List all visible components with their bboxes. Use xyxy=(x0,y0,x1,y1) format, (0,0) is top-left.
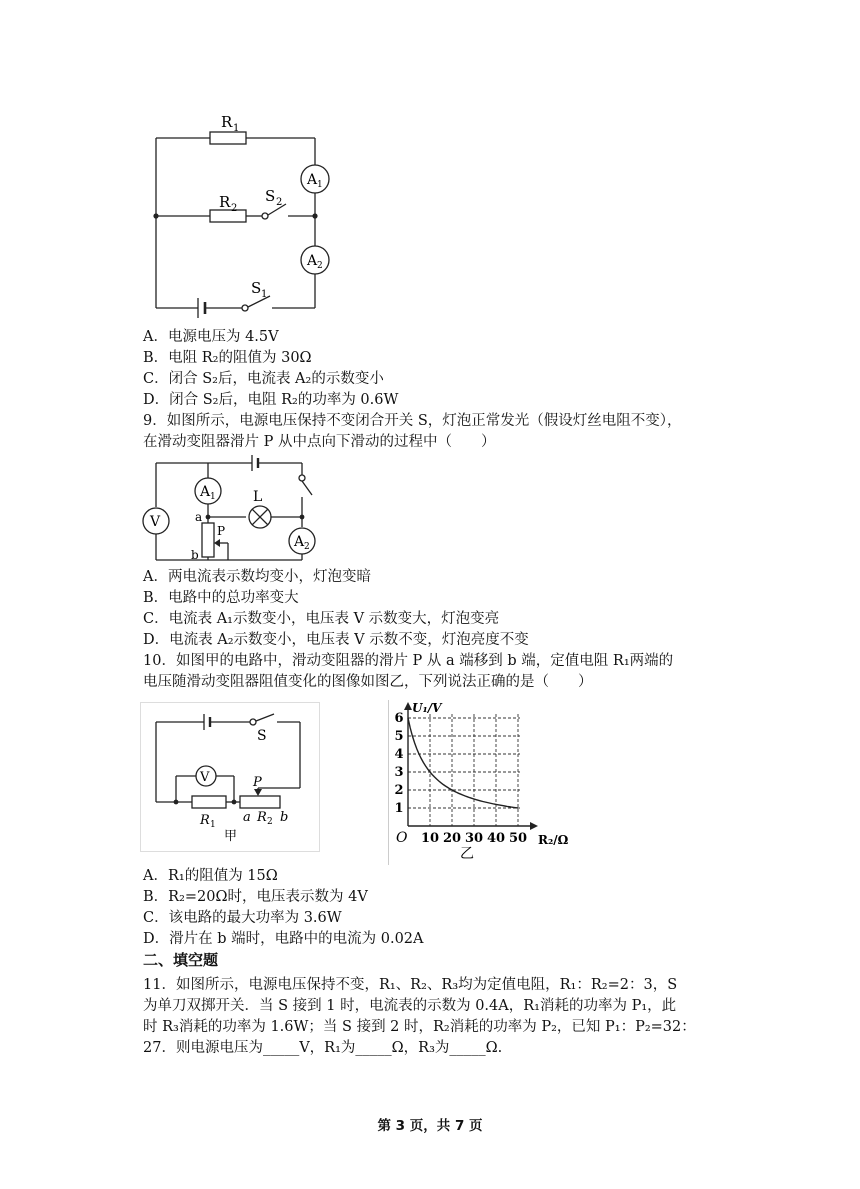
q10-curve xyxy=(408,718,518,808)
y-tick-label: 5 xyxy=(394,729,404,744)
section-heading: 二、填空题 xyxy=(143,951,219,969)
svg-text:1: 1 xyxy=(210,820,216,830)
q9-lamp-label: L xyxy=(253,489,263,505)
q10-voltmeter-v: V xyxy=(200,770,210,785)
svg-text:1: 1 xyxy=(261,289,268,300)
q10-caption-jia: 甲 xyxy=(224,829,238,844)
q10-label-a: a xyxy=(243,810,251,825)
y-tick-label: 6 xyxy=(394,711,404,726)
q10-label-r2: R xyxy=(257,810,267,825)
q10-circuit-figure-jia xyxy=(140,702,320,852)
x-tick-label: 40 xyxy=(486,831,506,846)
q8-circuit-figure xyxy=(150,108,340,318)
q9-stem-line-2: 在滑动变阻器滑片 P 从中点向下滑动的过程中（ ） xyxy=(143,434,496,450)
y-tick-label: 3 xyxy=(394,765,404,780)
q11-line-1: 11．如图所示，电源电压保持不变，R₁、R₂、R₃均为定值电阻，R₁：R₂=2：3，S xyxy=(143,977,678,993)
q8-option-c: C．闭合 S₂后，电流表 A₂的示数变小 xyxy=(143,371,384,387)
q10-graph-caption: 乙 xyxy=(460,846,474,862)
y-tick-label: 4 xyxy=(394,747,404,762)
q10-label-s: S xyxy=(257,728,267,744)
q9-label-p: P xyxy=(217,524,226,538)
y-tick-label: 2 xyxy=(394,783,404,798)
x-tick-label: 20 xyxy=(442,831,462,846)
svg-text:1: 1 xyxy=(210,492,216,502)
q10-stem-line-2: 电压随滑动变阻器阻值变化的图像如图乙，下列说法正确的是（ ） xyxy=(143,674,593,690)
x-tick-label: 50 xyxy=(508,831,528,846)
q9-option-a: A．两电流表示数均变小，灯泡变暗 xyxy=(143,569,371,585)
svg-text:2: 2 xyxy=(231,203,238,214)
q9-option-b: B．电路中的总功率变大 xyxy=(143,590,299,606)
q8-label-s2: S xyxy=(265,187,276,205)
svg-text:2: 2 xyxy=(276,197,283,208)
q10-option-c: C．该电路的最大功率为 3.6W xyxy=(143,910,342,926)
q8-option-d: D．闭合 S₂后，电阻 R₂的功率为 0.6W xyxy=(143,392,399,408)
q10-stem-line-1: 10．如图甲的电路中，滑动变阻器的滑片 P 从 a 端移到 b 端，定值电阻 R₁两端的 xyxy=(143,653,674,669)
q10-label-b: b xyxy=(280,810,289,825)
q10-graph-yi xyxy=(388,700,578,865)
svg-text:2: 2 xyxy=(304,542,310,552)
y-tick-label: 1 xyxy=(394,801,404,816)
x-tick-label: 30 xyxy=(464,831,484,846)
q8-ammeter-a1: A xyxy=(307,172,318,188)
page-footer: 第 3 页，共 7 页 xyxy=(377,1118,483,1134)
q9-label-a: a xyxy=(195,510,203,524)
q8-label-s1: S xyxy=(251,279,262,297)
q9-option-d: D．电流表 A₂示数变小，电压表 V 示数不变，灯泡亮度不变 xyxy=(143,632,529,648)
q9-voltmeter-v: V xyxy=(150,514,161,530)
q10-option-b: B．R₂=20Ω时，电压表示数为 4V xyxy=(143,889,368,905)
q10-label-p: P xyxy=(253,775,262,790)
svg-text:1: 1 xyxy=(233,123,240,134)
svg-text:2: 2 xyxy=(267,817,273,827)
q10-graph-xlabel: R₂/Ω xyxy=(538,833,569,847)
q10-label-r1: R xyxy=(200,813,210,828)
q9-label-b: b xyxy=(191,548,199,562)
q9-option-c: C．电流表 A₁示数变小，电压表 V 示数变大，灯泡变亮 xyxy=(143,611,500,627)
q11-line-2: 为单刀双掷开关．当 S 接到 1 时，电流表的示数为 0.4A，R₁消耗的功率为 P₁，此 xyxy=(143,998,677,1014)
q10-graph-origin: O xyxy=(396,830,408,846)
svg-text:1: 1 xyxy=(317,180,323,190)
q9-ammeter-a1: A xyxy=(200,484,211,500)
q8-option-b: B．电阻 R₂的阻值为 30Ω xyxy=(143,350,312,366)
q8-label-r1: R xyxy=(221,113,233,131)
svg-text:2: 2 xyxy=(317,261,323,271)
q10-graph-ylabel: U₁/V xyxy=(412,701,442,715)
q8-option-a: A．电源电压为 4.5V xyxy=(143,329,279,345)
q8-label-r2: R xyxy=(219,193,231,211)
q11-line-3: 时 R₃消耗的功率为 1.6W；当 S 接到 2 时，R₂消耗的功率为 P₂，已知 P₁：P₂=32： xyxy=(143,1019,696,1035)
q10-option-a: A．R₁的阻值为 15Ω xyxy=(143,868,278,884)
q9-ammeter-a2: A xyxy=(294,534,305,550)
x-tick-label: 10 xyxy=(420,831,440,846)
q10-option-d: D．滑片在 b 端时，电路中的电流为 0.02A xyxy=(143,931,424,947)
q9-circuit-figure xyxy=(140,455,330,567)
q9-stem-line-1: 9．如图所示，电源电压保持不变闭合开关 S，灯泡正常发光（假设灯丝电阻不变）， xyxy=(143,413,682,429)
q8-ammeter-a2: A xyxy=(307,253,318,269)
q11-line-4: 27．则电源电压为_____V，R₁为_____Ω，R₃为_____Ω. xyxy=(143,1040,503,1056)
